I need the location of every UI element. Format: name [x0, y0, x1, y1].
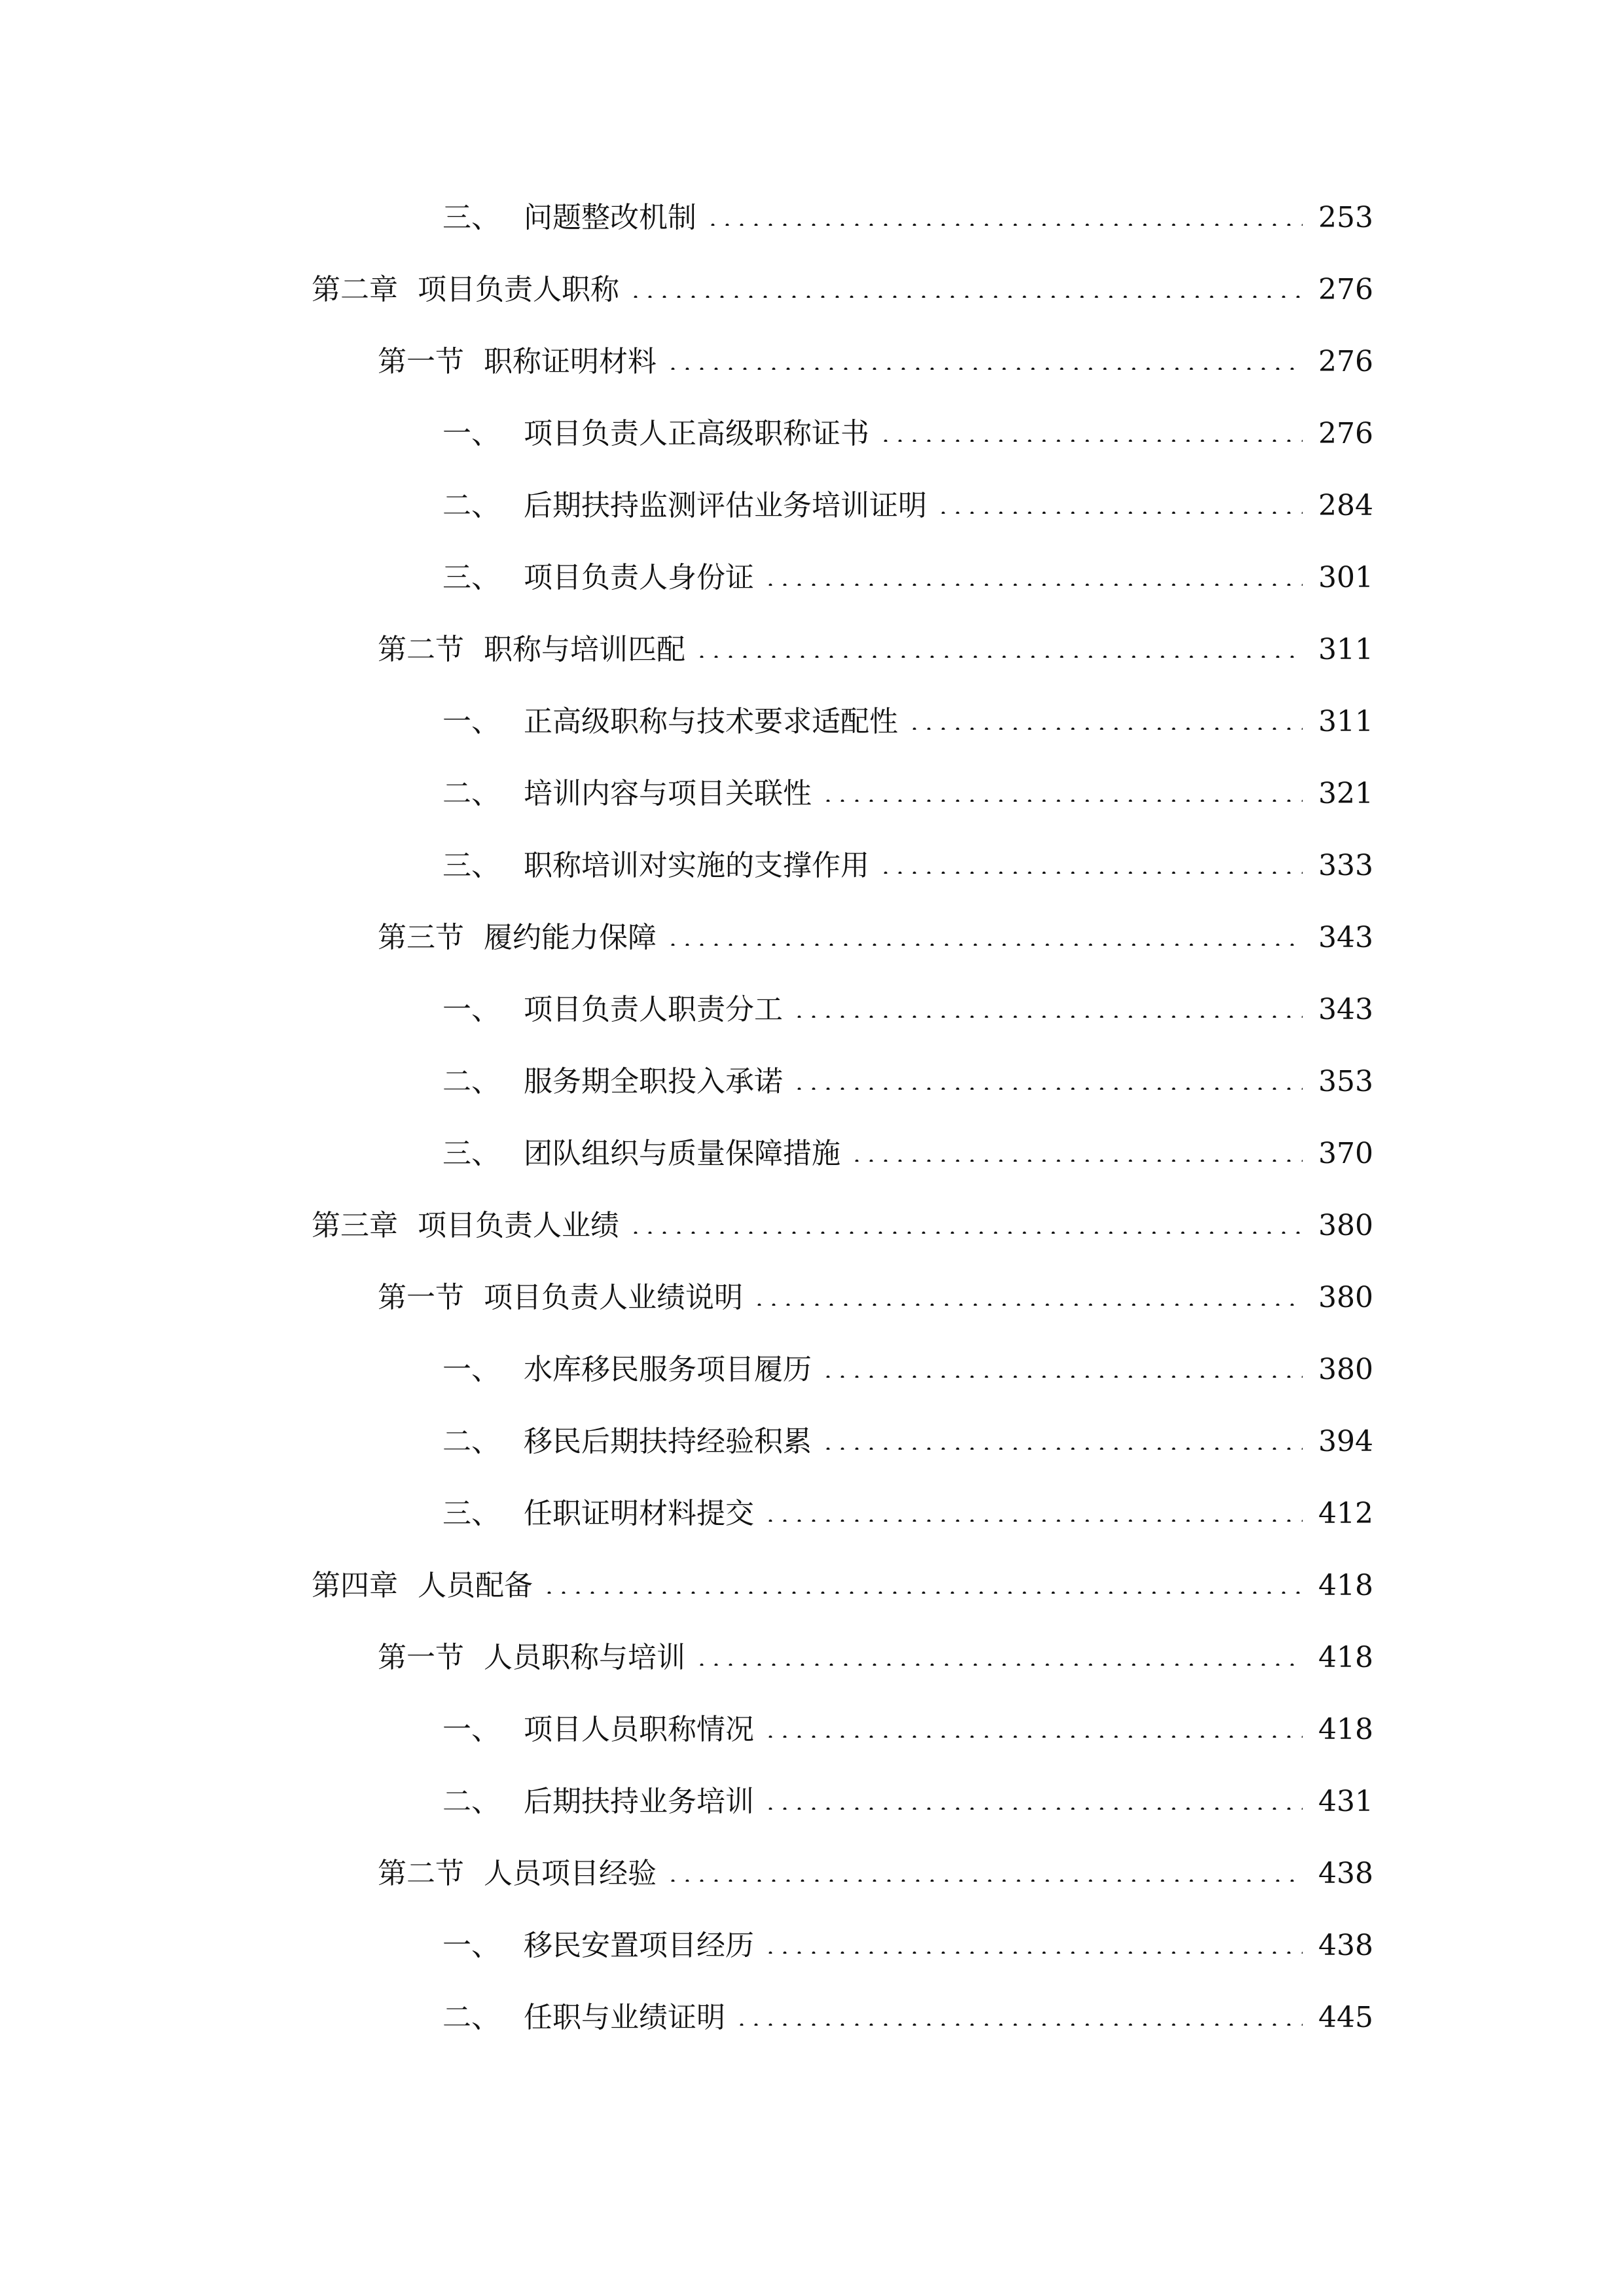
toc-entry[interactable]: [0, 542, 1624, 614]
toc-title: 项目负责人职责分工: [524, 993, 783, 1026]
dot-leader: [763, 1951, 1303, 1954]
toc-entry[interactable]: [0, 1550, 1624, 1622]
toc-text: [442, 1715, 759, 1744]
toc-page-number: 284: [1318, 489, 1373, 522]
toc-marker: 一、: [442, 993, 500, 1026]
toc-title: 团队组织与质量保障措施: [524, 1137, 840, 1170]
dot-leader: [763, 1807, 1303, 1810]
toc-entry[interactable]: [0, 326, 1624, 398]
toc-page-number: 301: [1318, 561, 1373, 594]
dot-leader: [628, 1231, 1303, 1234]
toc-title: 职称培训对实施的支撑作用: [524, 849, 869, 882]
toc-text: [378, 921, 662, 954]
dot-leader: [666, 1879, 1303, 1882]
toc-marker: 一、: [442, 705, 500, 738]
toc-title: 人员配备: [418, 1569, 533, 1602]
toc-title: 项目负责人业绩说明: [484, 1281, 743, 1314]
dot-leader: [628, 295, 1303, 298]
toc-entry[interactable]: [0, 1766, 1624, 1838]
dot-leader: [821, 1447, 1303, 1450]
toc-entry[interactable]: [0, 686, 1624, 758]
toc-page-number: 333: [1318, 849, 1373, 882]
toc-marker: 二、: [442, 489, 500, 522]
toc-page-number: 276: [1318, 345, 1373, 378]
toc-page-number: 412: [1318, 1497, 1373, 1530]
toc-marker: 二、: [442, 1065, 500, 1098]
toc-text: [442, 2003, 731, 2032]
toc-page-number: 370: [1318, 1137, 1373, 1170]
toc-title: 服务期全职投入承诺: [524, 1065, 783, 1098]
toc-text: [442, 1067, 788, 1096]
dot-leader: [763, 1519, 1303, 1522]
dot-leader: [666, 943, 1303, 946]
toc-marker: 第二节: [378, 633, 464, 666]
toc-page-number: 343: [1318, 921, 1373, 954]
toc-marker: 第三节: [378, 921, 464, 954]
toc-marker: 一、: [442, 417, 500, 450]
dot-leader: [752, 1303, 1303, 1306]
toc-entry[interactable]: [0, 1118, 1624, 1190]
toc-text: [442, 489, 932, 522]
dot-leader: [821, 799, 1303, 802]
toc-marker: 第一节: [378, 1641, 464, 1674]
dot-leader: [706, 223, 1303, 226]
toc-page-number: 311: [1318, 705, 1373, 738]
toc-page-number: 438: [1318, 1929, 1373, 1962]
toc-title: 项目负责人身份证: [524, 561, 754, 594]
toc-text: [442, 1355, 817, 1384]
toc-marker: 一、: [442, 1929, 500, 1962]
toc-page-number: 343: [1318, 993, 1373, 1026]
toc-title: 人员项目经验: [484, 1857, 657, 1890]
dot-leader: [850, 1159, 1303, 1162]
toc-page-number: 438: [1318, 1857, 1373, 1890]
toc-entry[interactable]: [0, 254, 1624, 326]
toc-text: [378, 633, 691, 666]
toc-text: [312, 1571, 538, 1600]
toc-marker: 第二章: [312, 273, 398, 306]
toc-page-number: 418: [1318, 1641, 1373, 1674]
toc-page-number: 321: [1318, 777, 1373, 810]
toc-entry[interactable]: [0, 1838, 1624, 1910]
toc-title: 培训内容与项目关联性: [524, 777, 812, 810]
toc-text: [378, 1859, 662, 1888]
toc-title: 履约能力保障: [484, 921, 657, 954]
toc-entry[interactable]: [0, 1190, 1624, 1262]
toc-marker: 第一节: [378, 1281, 464, 1314]
toc-title: 项目负责人业绩: [418, 1209, 619, 1242]
toc-text: [442, 1139, 846, 1168]
toc-page-number: 353: [1318, 1065, 1373, 1098]
toc-page-number: 311: [1318, 633, 1373, 666]
toc-entry[interactable]: [0, 1622, 1624, 1694]
toc-title: 水库移民服务项目履历: [524, 1353, 812, 1386]
toc-marker: 二、: [442, 1425, 500, 1458]
toc-entry[interactable]: [0, 1406, 1624, 1478]
toc-title: 项目人员职称情况: [524, 1713, 754, 1746]
toc-page-number: 431: [1318, 1785, 1373, 1818]
toc-page-number: 276: [1318, 273, 1373, 306]
dot-leader: [695, 655, 1303, 658]
toc-text: [442, 201, 702, 234]
toc-text: [442, 1787, 759, 1816]
toc-title: 移民后期扶持经验积累: [524, 1425, 812, 1458]
table-of-contents: [0, 182, 1624, 2054]
dot-leader: [936, 511, 1303, 514]
toc-entry[interactable]: [0, 1262, 1624, 1334]
toc-entry[interactable]: [0, 974, 1624, 1046]
toc-text: [442, 993, 788, 1026]
toc-text: [442, 777, 817, 810]
toc-marker: 三、: [442, 849, 500, 882]
toc-text: [442, 417, 875, 450]
toc-marker: 三、: [442, 1137, 500, 1170]
toc-marker: 第二节: [378, 1857, 464, 1890]
toc-entry[interactable]: [0, 758, 1624, 830]
toc-marker: 三、: [442, 561, 500, 594]
toc-title: 任职与业绩证明: [524, 2001, 725, 2034]
toc-text: [378, 1283, 748, 1312]
toc-entry[interactable]: [0, 470, 1624, 542]
toc-title: 移民安置项目经历: [524, 1929, 754, 1962]
toc-page-number: 380: [1318, 1209, 1373, 1242]
toc-entry[interactable]: [0, 614, 1624, 686]
toc-text: [442, 1427, 817, 1456]
toc-page-number: 394: [1318, 1425, 1373, 1458]
toc-marker: 第三章: [312, 1209, 398, 1242]
toc-entry[interactable]: [0, 830, 1624, 902]
toc-marker: 一、: [442, 1353, 500, 1386]
toc-text: [442, 705, 903, 738]
toc-page-number: 418: [1318, 1713, 1373, 1746]
toc-page-number: 253: [1318, 201, 1373, 234]
toc-page-number: 380: [1318, 1353, 1373, 1386]
toc-page-number: 380: [1318, 1281, 1373, 1314]
toc-page-number: 445: [1318, 2001, 1373, 2034]
toc-entry[interactable]: [0, 398, 1624, 470]
toc-entry[interactable]: [0, 902, 1624, 974]
dot-leader: [734, 2023, 1303, 2026]
toc-title: 人员职称与培训: [484, 1641, 685, 1674]
toc-marker: 二、: [442, 1785, 500, 1818]
toc-marker: 第四章: [312, 1569, 398, 1602]
dot-leader: [792, 1087, 1303, 1090]
dot-leader: [542, 1591, 1303, 1594]
dot-leader: [907, 727, 1303, 730]
toc-marker: 三、: [442, 201, 500, 234]
dot-leader: [763, 583, 1303, 586]
toc-marker: 一、: [442, 1713, 500, 1746]
toc-title: 问题整改机制: [524, 201, 696, 234]
toc-entry[interactable]: [0, 1982, 1624, 2054]
toc-text: [442, 849, 875, 882]
toc-page-number: 418: [1318, 1569, 1373, 1602]
toc-title: 正高级职称与技术要求适配性: [524, 705, 898, 738]
toc-text: [442, 1499, 759, 1528]
dot-leader: [878, 439, 1303, 442]
dot-leader: [878, 871, 1303, 874]
toc-title: 任职证明材料提交: [524, 1497, 754, 1530]
dot-leader: [792, 1015, 1303, 1018]
dot-leader: [695, 1663, 1303, 1666]
toc-text: [442, 561, 759, 594]
toc-title: 项目负责人职称: [418, 273, 619, 306]
toc-marker: 二、: [442, 777, 500, 810]
toc-title: 项目负责人正高级职称证书: [524, 417, 869, 450]
toc-text: [312, 273, 624, 306]
dot-leader: [821, 1375, 1303, 1378]
toc-marker: 二、: [442, 2001, 500, 2034]
toc-marker: 三、: [442, 1497, 500, 1530]
toc-entry[interactable]: [0, 1478, 1624, 1550]
toc-text: [442, 1931, 759, 1960]
dot-leader: [666, 367, 1303, 370]
toc-title: 职称与培训匹配: [484, 633, 685, 666]
dot-leader: [763, 1735, 1303, 1738]
toc-text: [312, 1211, 624, 1240]
toc-title: 后期扶持监测评估业务培训证明: [524, 489, 927, 522]
toc-entry[interactable]: [0, 182, 1624, 254]
toc-entry[interactable]: [0, 1694, 1624, 1766]
toc-page-number: 276: [1318, 417, 1373, 450]
toc-entry[interactable]: [0, 1046, 1624, 1118]
toc-text: [378, 345, 662, 378]
toc-entry[interactable]: [0, 1334, 1624, 1406]
toc-title: 后期扶持业务培训: [524, 1785, 754, 1818]
toc-text: [378, 1643, 691, 1672]
toc-title: 职称证明材料: [484, 345, 657, 378]
toc-marker: 第一节: [378, 345, 464, 378]
toc-entry[interactable]: [0, 1910, 1624, 1982]
